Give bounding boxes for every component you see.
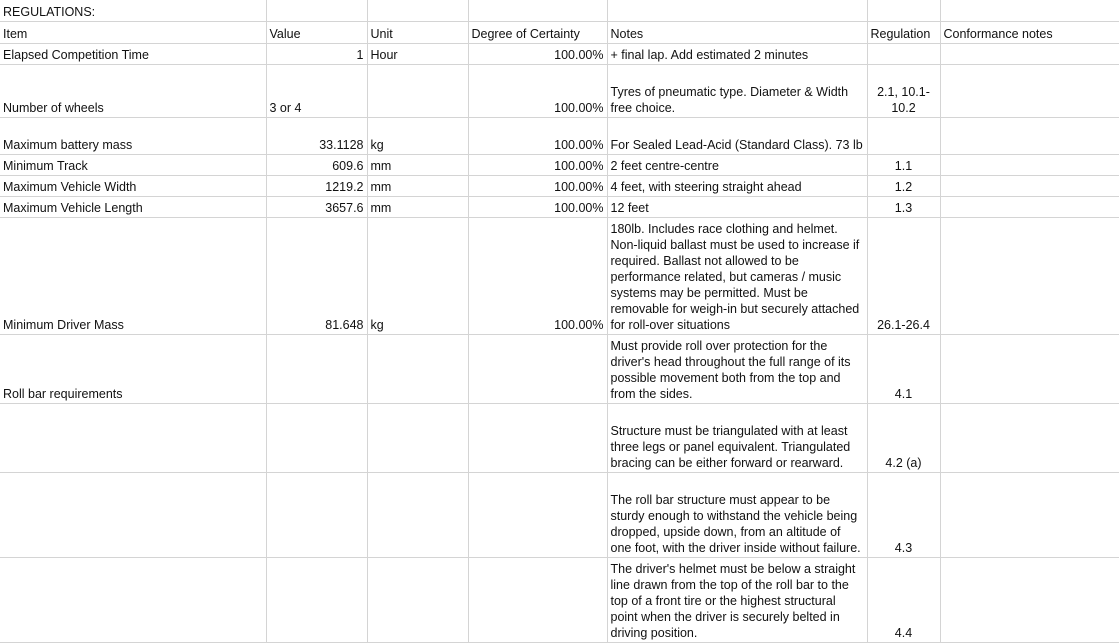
cell-regulation[interactable]: 1.1 [867, 155, 940, 176]
header-notes[interactable]: Notes [607, 22, 867, 44]
title-row [0, 0, 1119, 22]
table-row [0, 404, 1119, 473]
cell-conformance[interactable] [940, 473, 1119, 558]
cell-item[interactable]: Roll bar requirements [0, 335, 266, 404]
cell-notes[interactable]: 180lb. Includes race clothing and helmet. Non-liquid ballast must be used to increase if required. Ballast not allowed to be performance related, but cameras / music systems may be permitted. Must be removable for weigh-in but securely attached for roll-over situations [607, 218, 867, 335]
cell-unit[interactable]: mm [367, 176, 468, 197]
cell-regulation[interactable] [867, 118, 940, 155]
table-row [0, 335, 1119, 404]
cell-value[interactable]: 1 [266, 44, 367, 65]
cell-notes[interactable]: 12 feet [607, 197, 867, 218]
cell-item[interactable] [0, 473, 266, 558]
cell-conformance[interactable] [940, 155, 1119, 176]
table-row [0, 197, 1119, 218]
table-row [0, 44, 1119, 65]
cell-conformance[interactable] [940, 197, 1119, 218]
cell-conformance[interactable] [940, 558, 1119, 643]
cell-regulation[interactable]: 4.1 [867, 335, 940, 404]
cell-item[interactable]: Minimum Driver Mass [0, 218, 266, 335]
cell-unit[interactable]: mm [367, 197, 468, 218]
cell-value[interactable] [266, 473, 367, 558]
cell-notes[interactable]: Structure must be triangulated with at least three legs or panel equivalent. Triangulated bracing can be either forward or rearward. [607, 404, 867, 473]
cell-item[interactable]: Number of wheels [0, 65, 266, 118]
cell-value[interactable] [266, 404, 367, 473]
cell-item[interactable]: Elapsed Competition Time [0, 44, 266, 65]
cell-conformance[interactable] [940, 404, 1119, 473]
empty-cell[interactable] [367, 0, 468, 22]
sheet-title-cell[interactable]: REGULATIONS: [0, 0, 266, 22]
header-conformance[interactable]: Conformance notes [940, 22, 1119, 44]
cell-unit[interactable] [367, 335, 468, 404]
cell-unit[interactable]: Hour [367, 44, 468, 65]
header-item[interactable]: Item [0, 22, 266, 44]
cell-certainty[interactable]: 100.00% [468, 65, 607, 118]
cell-item[interactable]: Maximum Vehicle Length [0, 197, 266, 218]
cell-notes[interactable]: 2 feet centre-centre [607, 155, 867, 176]
table-row [0, 155, 1119, 176]
cell-value[interactable] [266, 335, 367, 404]
cell-regulation[interactable]: 4.3 [867, 473, 940, 558]
cell-item[interactable] [0, 404, 266, 473]
cell-certainty[interactable]: 100.00% [468, 197, 607, 218]
cell-regulation[interactable]: 4.4 [867, 558, 940, 643]
cell-unit[interactable]: kg [367, 118, 468, 155]
cell-certainty[interactable]: 100.00% [468, 176, 607, 197]
table-row [0, 218, 1119, 335]
cell-certainty[interactable]: 100.00% [468, 218, 607, 335]
cell-item[interactable]: Maximum Vehicle Width [0, 176, 266, 197]
empty-cell[interactable] [468, 0, 607, 22]
cell-unit[interactable]: kg [367, 218, 468, 335]
cell-item[interactable]: Maximum battery mass [0, 118, 266, 155]
cell-conformance[interactable] [940, 218, 1119, 335]
cell-certainty[interactable] [468, 473, 607, 558]
cell-certainty[interactable]: 100.00% [468, 118, 607, 155]
cell-notes[interactable]: The roll bar structure must appear to be sturdy enough to withstand the vehicle being dropped, upside down, from an altitude of one foot, with the driver inside without failure. [607, 473, 867, 558]
cell-value[interactable]: 609.6 [266, 155, 367, 176]
cell-notes[interactable]: Tyres of pneumatic type. Diameter & Width free choice. [607, 65, 867, 118]
cell-value[interactable] [266, 558, 367, 643]
header-regulation[interactable]: Regulation [867, 22, 940, 44]
cell-certainty[interactable] [468, 404, 607, 473]
cell-conformance[interactable] [940, 118, 1119, 155]
cell-unit[interactable] [367, 473, 468, 558]
cell-value[interactable]: 33.1128 [266, 118, 367, 155]
table-row [0, 65, 1119, 118]
cell-conformance[interactable] [940, 335, 1119, 404]
cell-conformance[interactable] [940, 176, 1119, 197]
empty-cell[interactable] [940, 0, 1119, 22]
cell-notes[interactable]: + final lap. Add estimated 2 minutes [607, 44, 867, 65]
table-row [0, 118, 1119, 155]
cell-unit[interactable] [367, 65, 468, 118]
cell-regulation[interactable]: 2.1, 10.1-10.2 [867, 65, 940, 118]
cell-unit[interactable] [367, 558, 468, 643]
cell-regulation[interactable]: 1.3 [867, 197, 940, 218]
cell-value[interactable]: 3657.6 [266, 197, 367, 218]
cell-value[interactable]: 3 or 4 [266, 65, 367, 118]
cell-certainty[interactable] [468, 558, 607, 643]
cell-regulation[interactable]: 4.2 (a) [867, 404, 940, 473]
cell-unit[interactable]: mm [367, 155, 468, 176]
empty-cell[interactable] [867, 0, 940, 22]
cell-value[interactable]: 81.648 [266, 218, 367, 335]
cell-certainty[interactable] [468, 335, 607, 404]
header-row [0, 22, 1119, 44]
cell-regulation[interactable] [867, 44, 940, 65]
cell-notes[interactable]: For Sealed Lead-Acid (Standard Class). 73 lb [607, 118, 867, 155]
cell-conformance[interactable] [940, 44, 1119, 65]
table-row [0, 473, 1119, 558]
cell-regulation[interactable]: 1.2 [867, 176, 940, 197]
cell-regulation[interactable]: 26.1-26.4 [867, 218, 940, 335]
cell-notes[interactable]: 4 feet, with steering straight ahead [607, 176, 867, 197]
table-row [0, 176, 1119, 197]
empty-cell[interactable] [266, 0, 367, 22]
empty-cell[interactable] [607, 0, 867, 22]
cell-unit[interactable] [367, 404, 468, 473]
table-row [0, 558, 1119, 643]
cell-certainty[interactable]: 100.00% [468, 44, 607, 65]
header-unit[interactable]: Unit [367, 22, 468, 44]
cell-notes[interactable]: The driver's helmet must be below a straight line drawn from the top of the roll bar to the top of a front tire or the highest structural point when the driver is securely belted in driving position. [607, 558, 867, 643]
header-value[interactable]: Value [266, 22, 367, 44]
cell-item[interactable]: Minimum Track [0, 155, 266, 176]
cell-conformance[interactable] [940, 65, 1119, 118]
cell-notes[interactable]: Must provide roll over protection for the driver's head throughout the full range of its possible movement both from the top and from the sides. [607, 335, 867, 404]
header-certainty[interactable]: Degree of Certainty [468, 22, 607, 44]
cell-item[interactable] [0, 558, 266, 643]
cell-value[interactable]: 1219.2 [266, 176, 367, 197]
cell-certainty[interactable]: 100.00% [468, 155, 607, 176]
